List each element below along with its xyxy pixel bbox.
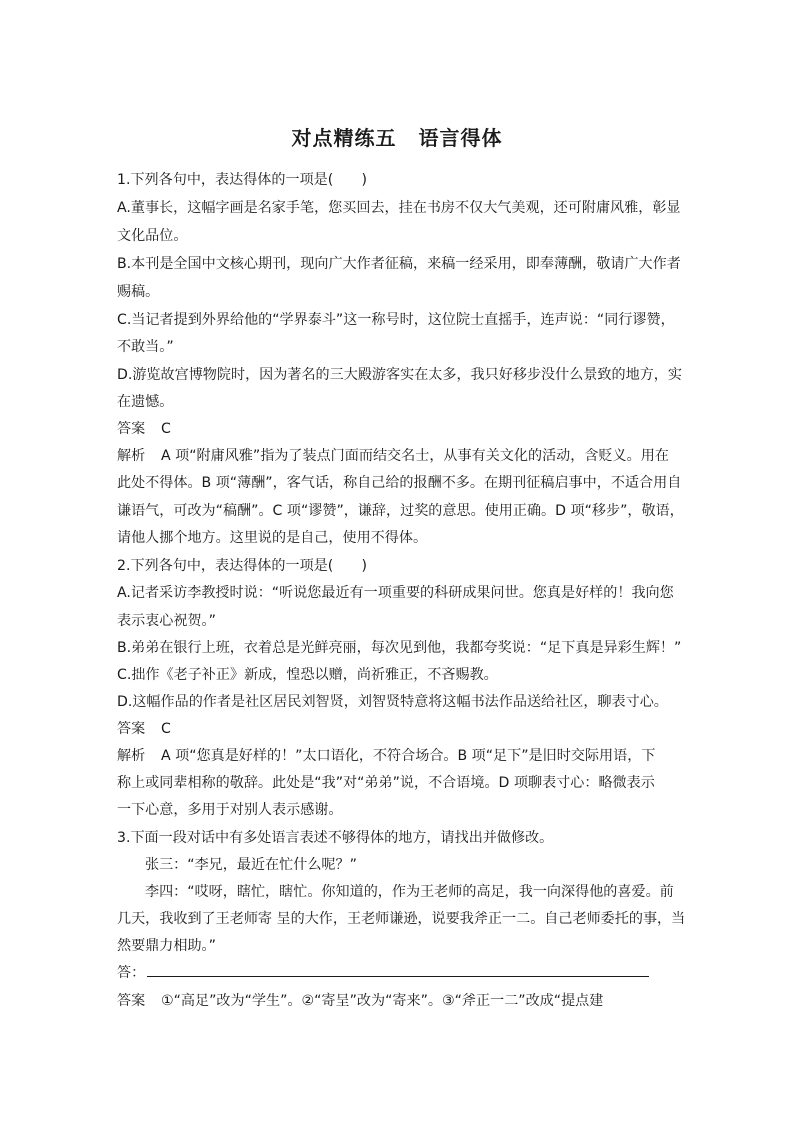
analysis-label: 解析 [117, 748, 146, 764]
q1-option-d-line2: 在遗憾。 [117, 394, 174, 410]
q3-dialogue-zhangsan: 张三：“李兄，最近在忙什么呢？” [145, 857, 357, 873]
analysis-text: A 项“您真是好样的！”太口语化，不符合场合。B 项“足下”是旧时交际用语，下 [161, 748, 656, 764]
q1-analysis-line1 [117, 446, 683, 466]
answer-value: C [161, 721, 171, 737]
q1-analysis-line2: 此处不得体。B 项“薄酬”，客气话，称自己给的报酬不多。在期刊征稿启事中，不适合用自 [117, 475, 682, 491]
answer-label: 答案 [117, 993, 146, 1009]
q1-option-a-line2: 文化品位。 [117, 228, 188, 244]
page-title [0, 122, 794, 151]
q2-stem: 2.下列各句中，表达得体的一项是( ) [117, 558, 367, 574]
q1-option-a-line1: A.董事长，这幅字画是名家手笔，您买回去，挂在书房不仅大气美观，还可附庸风雅，彰显 [117, 200, 681, 216]
title-sub: 语言得体 [418, 126, 503, 150]
answer-prompt: 答： [117, 965, 146, 981]
q2-analysis-line2: 称上或同辈相称的敬辞。此处是“我”对“弟弟”说，不合语境。D 项聊表寸心：略微表示 [117, 775, 655, 791]
q2-option-c: C.拙作《老子补正》新成，惶恐以赠，尚祈雅正，不吝赐教。 [117, 667, 498, 683]
answer-value: C [161, 421, 171, 437]
q1-analysis-line4: 请他人挪个地方。这里说的是自己，使用不得体。 [117, 530, 428, 546]
q1-option-b-line1: B.本刊是全国中文核心期刊，现向广大作者征稿，来稿一经采用，即奉薄酬，敬请广大作者 [117, 256, 681, 272]
q2-option-b: B.弟弟在银行上班，衣着总是光鲜亮丽，每次见到他，我都夸奖说：“足下真是异彩生辉！” [117, 640, 682, 656]
q1-option-c-line2: 不敢当。” [117, 339, 174, 355]
q1-stem: 1.下列各句中，表达得体的一项是( ) [117, 172, 367, 188]
q2-option-a-line1: A.记者采访李教授时说：“听说您最近有一项重要的科研成果问世。您真是好样的！我向您 [117, 585, 674, 601]
analysis-label: 解析 [117, 448, 146, 464]
q3-stem: 3.下面一段对话中有多处语言表述不够得体的地方，请找出并做修改。 [117, 830, 554, 846]
q2-option-d: D.这幅作品的作者是社区居民刘智贤，刘智贤特意将这幅书法作品送给社区，聊表寸心。 [117, 694, 668, 710]
answer-label: 答案 [117, 721, 146, 737]
answer-blank-line [147, 963, 649, 977]
q1-analysis-line3: 谦语气，可改为“稿酬”。C 项“谬赞”，谦辞，过奖的意思。使用正确。D 项“移步”，敬语， [117, 503, 684, 519]
q3-dialogue-lisi-line2: 几天，我收到了王老师寄 呈的大作，王老师谦逊，说要我斧正一二。自己老师委托的事，当 [117, 911, 686, 927]
q3-dialogue-lisi-line3: 然要鼎力相助。” [117, 938, 216, 954]
q1-answer [117, 419, 683, 439]
q3-answer-field [117, 963, 683, 983]
q1-option-b-line2: 赐稿。 [117, 284, 160, 300]
analysis-text: A 项“附庸风雅”指为了装点门面而结交名士，从事有关文化的活动，含贬义。用在 [161, 448, 669, 464]
q3-answer [117, 991, 683, 1011]
answer-value: ①“高足”改为“学生”。②“寄呈”改为“寄来”。③“斧正一二”改成“提点建 [161, 993, 604, 1009]
answer-label: 答案 [117, 421, 146, 437]
title-main: 对点精练五 [291, 126, 397, 150]
q2-option-a-line2: 表示衷心祝贺。” [117, 613, 216, 629]
q1-option-c-line1: C.当记者提到外界给他的“学界泰斗”这一称号时，这位院士直摇手，连声说：“同行谬赞， [117, 312, 675, 328]
q2-answer [117, 719, 683, 739]
q3-dialogue-lisi-line1: 李四：“哎呀，瞎忙，瞎忙。你知道的，作为王老师的高足，我一向深得他的喜爱。前 [145, 884, 674, 900]
q1-option-d-line1: D.游览故宫博物院时，因为著名的三大殿游客实在太多，我只好移步没什么景致的地方，实 [117, 367, 682, 383]
q2-analysis-line1 [117, 746, 683, 766]
q2-analysis-line3: 一下心意，多用于对别人表示感谢。 [117, 802, 343, 818]
